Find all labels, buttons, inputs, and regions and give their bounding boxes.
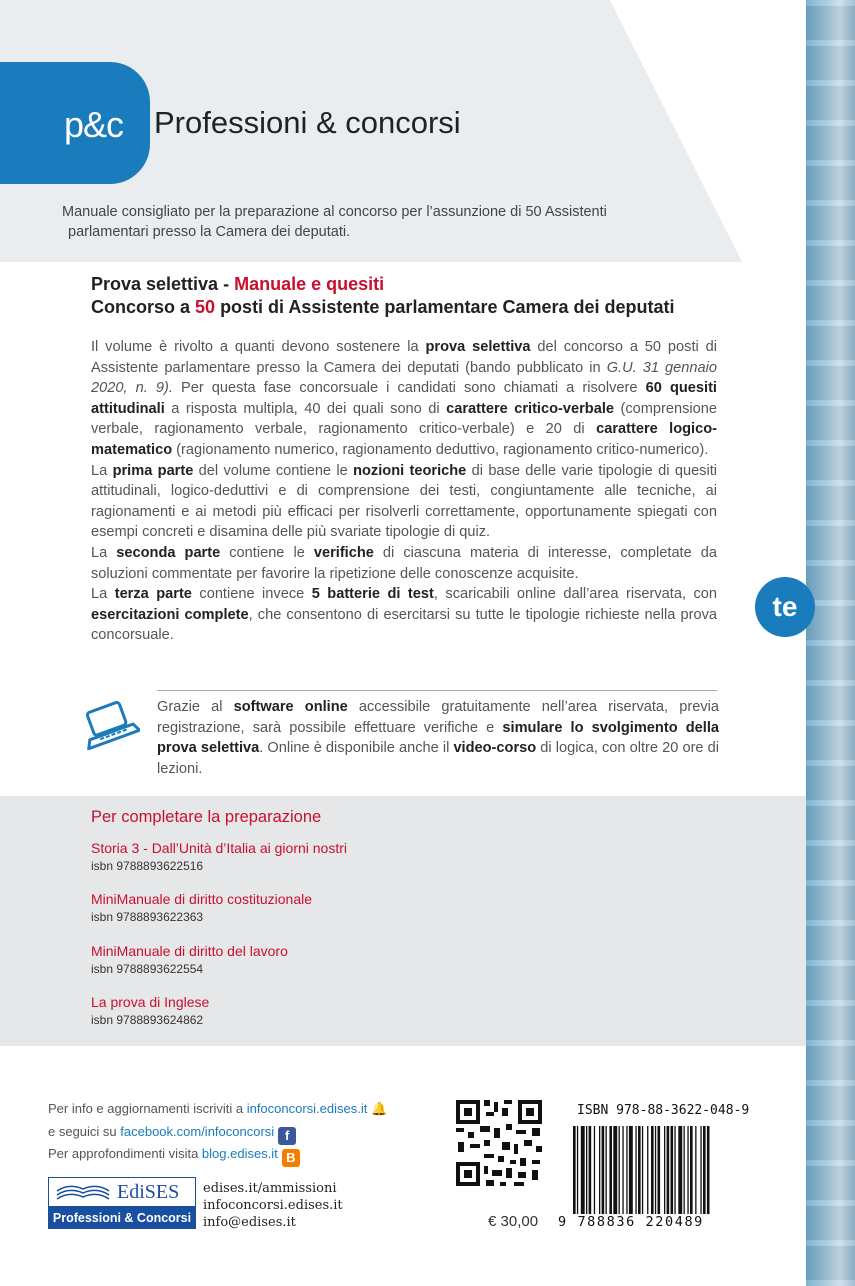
info-line: e seguici su facebook.com/infoconcorsi f [48, 1124, 296, 1145]
info-line: Per info e aggiornamenti iscriviti a infoconcorsi.edises.it 🔔 [48, 1101, 388, 1116]
related-book-title: La prova di Inglese [91, 994, 210, 1010]
publisher-name: EdiSES [117, 1181, 180, 1203]
related-book-isbn: isbn 9788893622363 [91, 910, 204, 924]
te-badge: te [755, 577, 815, 637]
related-book-isbn: isbn 9788893622516 [91, 859, 204, 873]
book-heading [91, 273, 675, 319]
related-book-title: Storia 3 - Dall’Unità d’Italia ai giorni nostri [91, 840, 347, 856]
info-line: Per approfondimenti visita blog.edises.it B [48, 1146, 300, 1167]
related-title: Per completare la preparazione [91, 808, 322, 826]
heading-part: Prova selettiva - [91, 274, 235, 294]
email-link[interactable]: info@edises.it [203, 1215, 296, 1230]
description-paragraph: Il volume è rivolto a quanti devono sostenere la prova selettiva del concorso a 50 posti di Assistente parlamentare presso la Camera dei deputati (bando pubblicato in G.U. 31 gennaio 2020, n. 9). Per questa fase concorsuale i candidati sono chiamati a risolvere 60 quesiti attitudinali a risposta multipla, 40 dei quali sono di carattere critico-verbale (comprensione verbale, ragionamento verbale, ragionamento critico-verbale) e 20 di carattere logico-matematico (ragionamento numerico, ragionamento deduttivo, ragionamento critico-numerico). [91, 339, 718, 458]
related-book-title: MiniManuale di diritto del lavoro [91, 943, 288, 959]
notification-icon: 🔔 [371, 1101, 388, 1116]
barcode [571, 1126, 755, 1214]
heading-subtitle: Manuale e quesiti [234, 274, 385, 294]
description-paragraph: La prima parte del volume contiene le nozioni teoriche di base delle varie tipologie di quesiti attitudinali, logico-deduttivi e di comprensione dei testi, congiuntamente alle tecniche, ai ragionamenti e ai metodi più efficaci per risolverli correttamente, opportunamente spiegati con esempi concreti e disamina delle più svariate tipologie di quiz. [91, 462, 718, 541]
related-book-isbn: isbn 9788893622554 [91, 962, 204, 976]
laptop-icon [80, 700, 140, 750]
description-paragraph: La terza parte contiene invece 5 batterie di test, scaricabili online dall’area riservata, con esercitazioni complete, che consentono di esercitarsi su tutte le tipologie richieste nella prova concorsuale. [91, 586, 718, 644]
intro-text [62, 202, 682, 242]
isbn-label: ISBN 978-88-3622-048-9 [577, 1103, 750, 1118]
publisher-logo [48, 1177, 196, 1229]
software-note: Grazie al software online accessibile gratuitamente nell’area riservata, previa registrazione, sarà possibile effettuare verifiche e simulare lo svolgimento della prova selettiva. Online è disponibile anche il video-corso di logica, con oltre 20 ore di lezioni. [157, 699, 719, 777]
website-link[interactable]: edises.it/ammissioni [203, 1181, 337, 1196]
heading-number: 50 [195, 297, 216, 317]
divider [157, 690, 717, 691]
intro-line-2: parlamentari presso la Camera dei deputati. [68, 224, 351, 240]
barcode-digits: 9 788836 220489 [558, 1214, 704, 1230]
description [91, 337, 717, 646]
infoconcorsi-link[interactable]: infoconcorsi.edises.it [246, 1101, 368, 1116]
publisher-links [203, 1180, 343, 1231]
series-title: Professioni & concorsi [154, 105, 461, 140]
facebook-icon: f [278, 1127, 296, 1145]
heading-part: Concorso a [91, 297, 196, 317]
related-book-isbn: isbn 9788893624862 [91, 1013, 204, 1027]
website-link[interactable]: infoconcorsi.edises.it [203, 1198, 343, 1213]
book-spine [806, 0, 855, 1286]
series-logo: p&c [64, 104, 124, 145]
publisher-series: Professioni & Concorsi [48, 1207, 196, 1229]
intro-line-1: Manuale consigliato per la preparazione al concorso per l’assunzione di 50 Assistenti [62, 204, 607, 220]
blog-link[interactable]: blog.edises.it [201, 1146, 278, 1161]
qr-code [454, 1098, 544, 1188]
description-paragraph: La seconda parte contiene le verifiche di ciascuna materia di interesse, completate da soluzioni commentate per favorire la ripetizione delle conoscenze acquisite. [91, 544, 717, 582]
facebook-link[interactable]: facebook.com/infoconcorsi [120, 1124, 275, 1139]
related-book-title: MiniManuale di diritto costituzionale [91, 891, 312, 907]
price: € 30,00 [488, 1213, 539, 1230]
book-icon [53, 1179, 113, 1205]
heading-part: posti di Assistente parlamentare Camera dei deputati [215, 297, 675, 317]
blogger-icon: B [282, 1149, 300, 1167]
